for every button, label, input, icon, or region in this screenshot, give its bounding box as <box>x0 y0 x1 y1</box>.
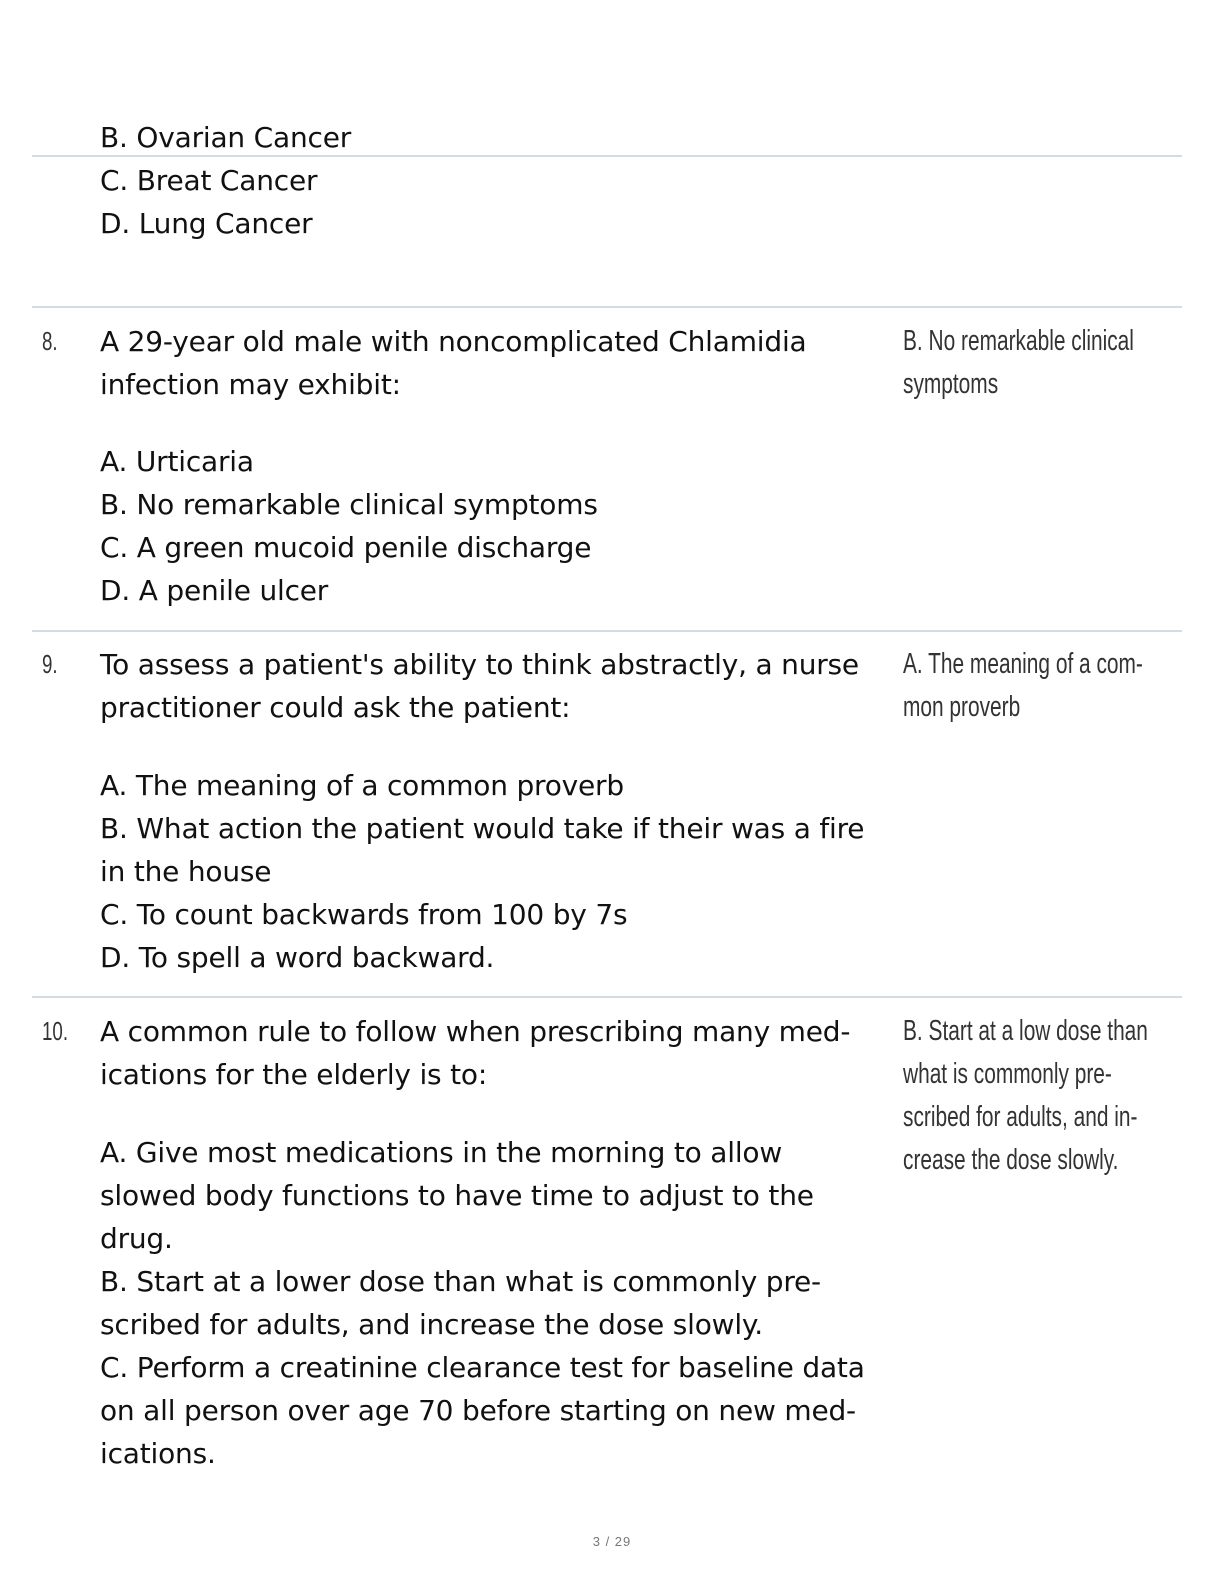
question-number: 9. <box>42 649 58 679</box>
prev-option-d: D. Lung Cancer <box>100 207 313 240</box>
option-b: B. Start at a lower dose than what is commonly pre- <box>100 1265 821 1298</box>
option-c: C. A green mucoid penile discharge <box>100 531 592 564</box>
option-d: D. A penile ulcer <box>100 574 329 607</box>
row-divider <box>32 630 1182 632</box>
option-c: C. To count backwards from 100 by 7s <box>100 898 628 931</box>
page-indicator: 3 / 29 <box>592 1534 632 1549</box>
option-b-continued: in the house <box>100 855 272 888</box>
row-divider <box>32 155 1182 157</box>
answer-line: mon proverb <box>903 691 1021 723</box>
option-d: D. To spell a word backward. <box>100 941 495 974</box>
answer-line: B. Start at a low dose than <box>903 1015 1148 1047</box>
option-b: B. What action the patient would take if their was a fire <box>100 812 865 845</box>
answer-line: crease the dose slowly. <box>903 1144 1119 1176</box>
option-a: A. The meaning of a common proverb <box>100 769 624 802</box>
question-stem-line: ications for the elderly is to: <box>100 1058 488 1091</box>
answer-line: scribed for adults, and in- <box>903 1101 1138 1133</box>
question-stem-line: To assess a patient's ability to think abstractly, a nurse <box>100 648 859 681</box>
answer-line: B. No remarkable clinical <box>903 325 1134 357</box>
question-number: 10. <box>42 1016 69 1046</box>
prev-option-b: B. Ovarian Cancer <box>100 121 352 154</box>
prev-option-c: C. Breat Cancer <box>100 164 318 197</box>
question-stem-line: practitioner could ask the patient: <box>100 691 571 724</box>
option-a: A. Give most medications in the morning to allow <box>100 1136 783 1169</box>
option-b-continued: scribed for adults, and increase the dose slowly. <box>100 1308 763 1341</box>
row-divider <box>32 306 1182 308</box>
question-stem-line: infection may exhibit: <box>100 368 401 401</box>
option-c-continued: ications. <box>100 1437 216 1470</box>
answer-line: what is commonly pre- <box>903 1058 1112 1090</box>
answer-line: symptoms <box>903 368 999 400</box>
answer-line: A. The meaning of a com- <box>903 648 1143 680</box>
question-stem-line: A 29-year old male with noncomplicated Chlamidia <box>100 325 807 358</box>
row-divider <box>32 996 1182 998</box>
option-c-continued: on all person over age 70 before starting on new med- <box>100 1394 856 1427</box>
option-b: B. No remarkable clinical symptoms <box>100 488 598 521</box>
question-number: 8. <box>42 326 58 356</box>
option-a-continued: slowed body functions to have time to adjust to the <box>100 1179 814 1212</box>
question-stem-line: A common rule to follow when prescribing many med- <box>100 1015 851 1048</box>
option-a-continued: drug. <box>100 1222 173 1255</box>
option-a: A. Urticaria <box>100 445 254 478</box>
option-c: C. Perform a creatinine clearance test for baseline data <box>100 1351 865 1384</box>
